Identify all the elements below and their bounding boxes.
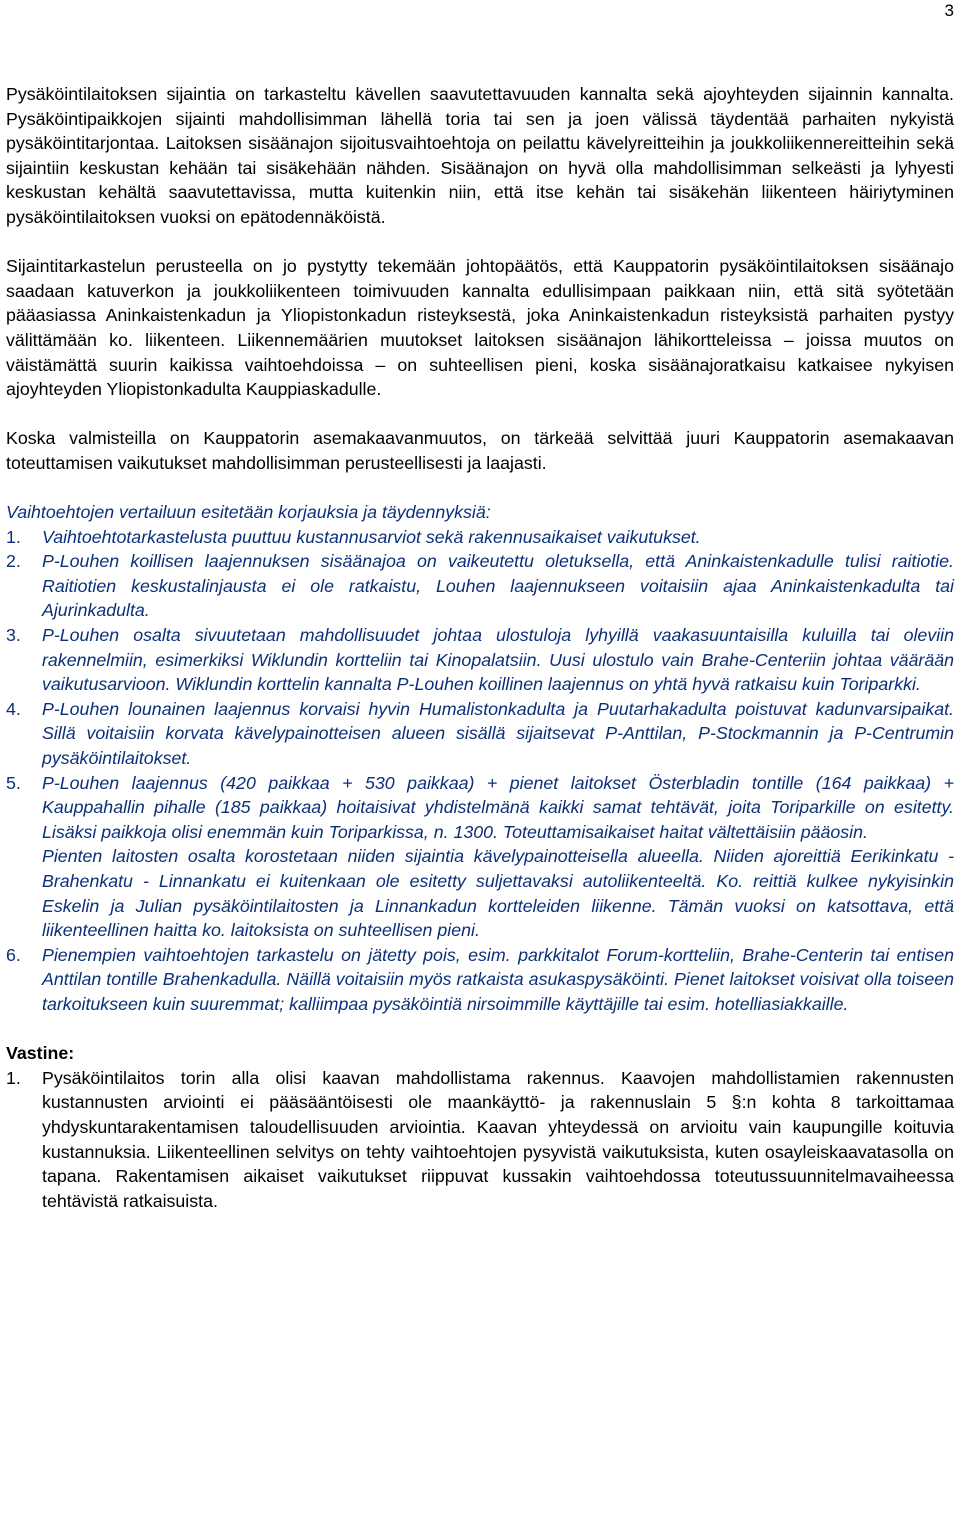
item-number: 5. bbox=[6, 772, 21, 793]
item-number: 2. bbox=[6, 551, 21, 572]
item-number: 1. bbox=[6, 1067, 21, 1088]
fixes-heading: Vaihtoehtojen vertailuun esitetään korjauksia ja täydennyksiä: bbox=[6, 502, 491, 523]
item-text: P-Louhen osalta sivuutetaan mahdollisuudet johtaa ulostuloja lyhyillä vaakasuuntaisilla kuluilla tai oleviin rakennelmiin, esimerkiksi Wiklundin kortteliin tai Kinopalatsiin. Uusi ulostulo vain Brahe-Centeriin johtaa väärään vaikutusarvioon. Wiklundin korttelin kannalta P-Louhen koillinen laajennus on yhtä hyvä ratkaisu kuin Toriparkki. bbox=[42, 625, 954, 695]
fixes-item bbox=[6, 697, 954, 771]
fixes-item bbox=[6, 623, 954, 697]
fixes-list bbox=[6, 525, 954, 1017]
fixes-item bbox=[6, 943, 954, 1017]
item-text: Pysäköintilaitos torin alla olisi kaavan mahdollistama rakennus. Kaavojen mahdollistamien rakennusten kustannusten arviointi ei pääsääntöisesti ole maankäyttö- ja rakennuslain 5 §:n kohta 8 tarkoittamaa yhdyskuntarakentamisen taloudellisuuden arviointia. Kaavan yhteydessä on arvioitu vain kaupungille koituvia kustannuksia. Liikenteellinen selvitys on tehty vaihtoehtojen pysyvistä vaikutuksista, kuten osayleiskaavatasolla on tapana. Rakentamisen aikaiset vaikutukset riippuvat kussakin vaihtoehdossa toteutussuunnitelmavaiheessa tehtävistä ratkaisuista. bbox=[42, 1067, 954, 1211]
item-text: P-Louhen lounainen laajennus korvaisi hyvin Humalistonkadulta ja Puutarhakadulta poistuvat kadunvarsipaikat. Sillä voitaisiin korvata kävelypainotteisen alueen sisällä sijaitsevat P-Anttilan, P-Stockmannin ja P-Centrumin pysäköintilaitokset. bbox=[42, 698, 954, 769]
document-body bbox=[6, 82, 954, 1213]
paragraph-location-analysis: Pysäköintilaitoksen sijaintia on tarkasteltu kävellen saavutettavuuden kannalta sekä ajoyhteyden sijainnin kannalta. Pysäköintipaikkojen sijainti mahdollisimman lähellä toria tai sen ja joen välissä täydentää parhaiten nykyistä pysäköintitarjontaa. Laitoksen sisäänajon sijoitusvaihtoehtoja on peilattu kävelyreitteihin ja joukkoliikennereitteihin sekä sijaintiin keskustan kehään tai sisäkehään nähden. Sisäänajon on hyvä olla mahdollisimman selkeästi ja lyhyesti keskustan kehältä saavutettavissa, mutta kuitenkin niin, että itse kehän tai sisäkehän liikenteen häiriytyminen pysäköintilaitoksen vuoksi on epätodennäköistä. bbox=[6, 84, 954, 227]
reply-list bbox=[6, 1066, 954, 1214]
paragraph-conclusion: Sijaintitarkastelun perusteella on jo pystytty tekemään johtopäätös, että Kauppatorin pysäköintilaitoksen sisäänajo saadaan katuverkon ja joukkoliikenteen toimivuuden kannalta edullisimpaan paikkaan niin, että sitä syötetään pääasiassa Aninkaistenkadun ja Yliopistonkadun risteyksestä, joka Aninkaistenkadun risteyksistä parhaiten pystyy välittämään ko. liikenteen. Liikennemäärien muutokset laitoksen sisäänajon lähikortteleissa – joissa muutos on väistämättä suurin kaikissa vaihtoehdoissa – on suhteellisen pieni, koska sisäänajoratkaisu katkaisee nykyisen ajoyhteyden Yliopistonkadulta Kauppiaskadulle. bbox=[6, 256, 954, 400]
fixes-item bbox=[6, 549, 954, 623]
item-extra-text: Pienten laitosten osalta korostetaan niiden sijaintia kävelypainotteisella alueella. Niiden ajoreittiä Eerikinkatu - Brahenkatu - Linnankatu ei kuitenkaan ole esitetty suljettavaksi autoliikenteeltä. Ko. reittiä kulkee nykyisinkin Eskelin ja Julian pysäköintilaitosten ja Linnankadun kortteleiden liikenne. Tämän vuoksi on katsottava, että liikenteellinen haitta ko. laitoksista on suhteellisen pieni. bbox=[42, 846, 954, 941]
reply-heading: Vastine: bbox=[6, 1043, 75, 1064]
item-text: P-Louhen koillisen laajennuksen sisäänajoa on vaikeutettu oletuksella, että Aninkaistenkadulle tulisi raitiotie. Raitiotien keskustalinjausta ei ole ratkaistu, Louhen laajennukseen voitaisiin ajaa Aninkaistenkadulta tai Ajurinkadulta. bbox=[42, 551, 954, 621]
item-number: 6. bbox=[6, 944, 21, 965]
fixes-item bbox=[6, 771, 954, 943]
item-text: Vaihtoehtotarkastelusta puuttuu kustannusarviot sekä rakennusaikaiset vaikutukset. bbox=[42, 526, 701, 547]
item-text: Pienempien vaihtoehtojen tarkastelu on jätetty pois, esim. parkkitalot Forum-kortteliin, Brahe-Centerin tai entisen Anttilan tontille Brahenkadulla. Näillä voitaisiin myös ratkaista asukaspysäköinti. Pienet laitokset voisivat olla toiseen tarkoitukseen kuin suuremmat; kalliimpaa pysäköintiä nirsoimmille käyttäjille tai esim. hotelliasiakkaille. bbox=[42, 944, 954, 1014]
item-number: 1. bbox=[6, 526, 21, 547]
page-number: 3 bbox=[944, 1, 954, 20]
paragraph-zoning: Koska valmisteilla on Kauppatorin asemakaavanmuutos, on tärkeää selvittää juuri Kauppatorin asemakaavan toteuttamisen vaikutukset mahdollisimman perusteellisesti ja laajasti. bbox=[6, 428, 954, 473]
item-text: P-Louhen laajennus (420 paikkaa + 530 paikkaa) + pienet laitokset Österbladin tontille (164 paikkaa) + Kauppahallin pihalle (185 paikkaa) hoitaisivat yhdistelmänä kaikki samat tehtävät, joita Toriparkille on esitetty. Lisäksi paikkoja olisi enemmän kuin Toriparkissa, n. 1300. Toteuttamisaikaiset haitat vältettäisiin pääosin. bbox=[42, 772, 954, 842]
reply-item bbox=[6, 1066, 954, 1214]
fixes-section bbox=[6, 500, 954, 1016]
fixes-item bbox=[6, 525, 954, 550]
item-number: 4. bbox=[6, 698, 21, 719]
item-number: 3. bbox=[6, 625, 21, 646]
